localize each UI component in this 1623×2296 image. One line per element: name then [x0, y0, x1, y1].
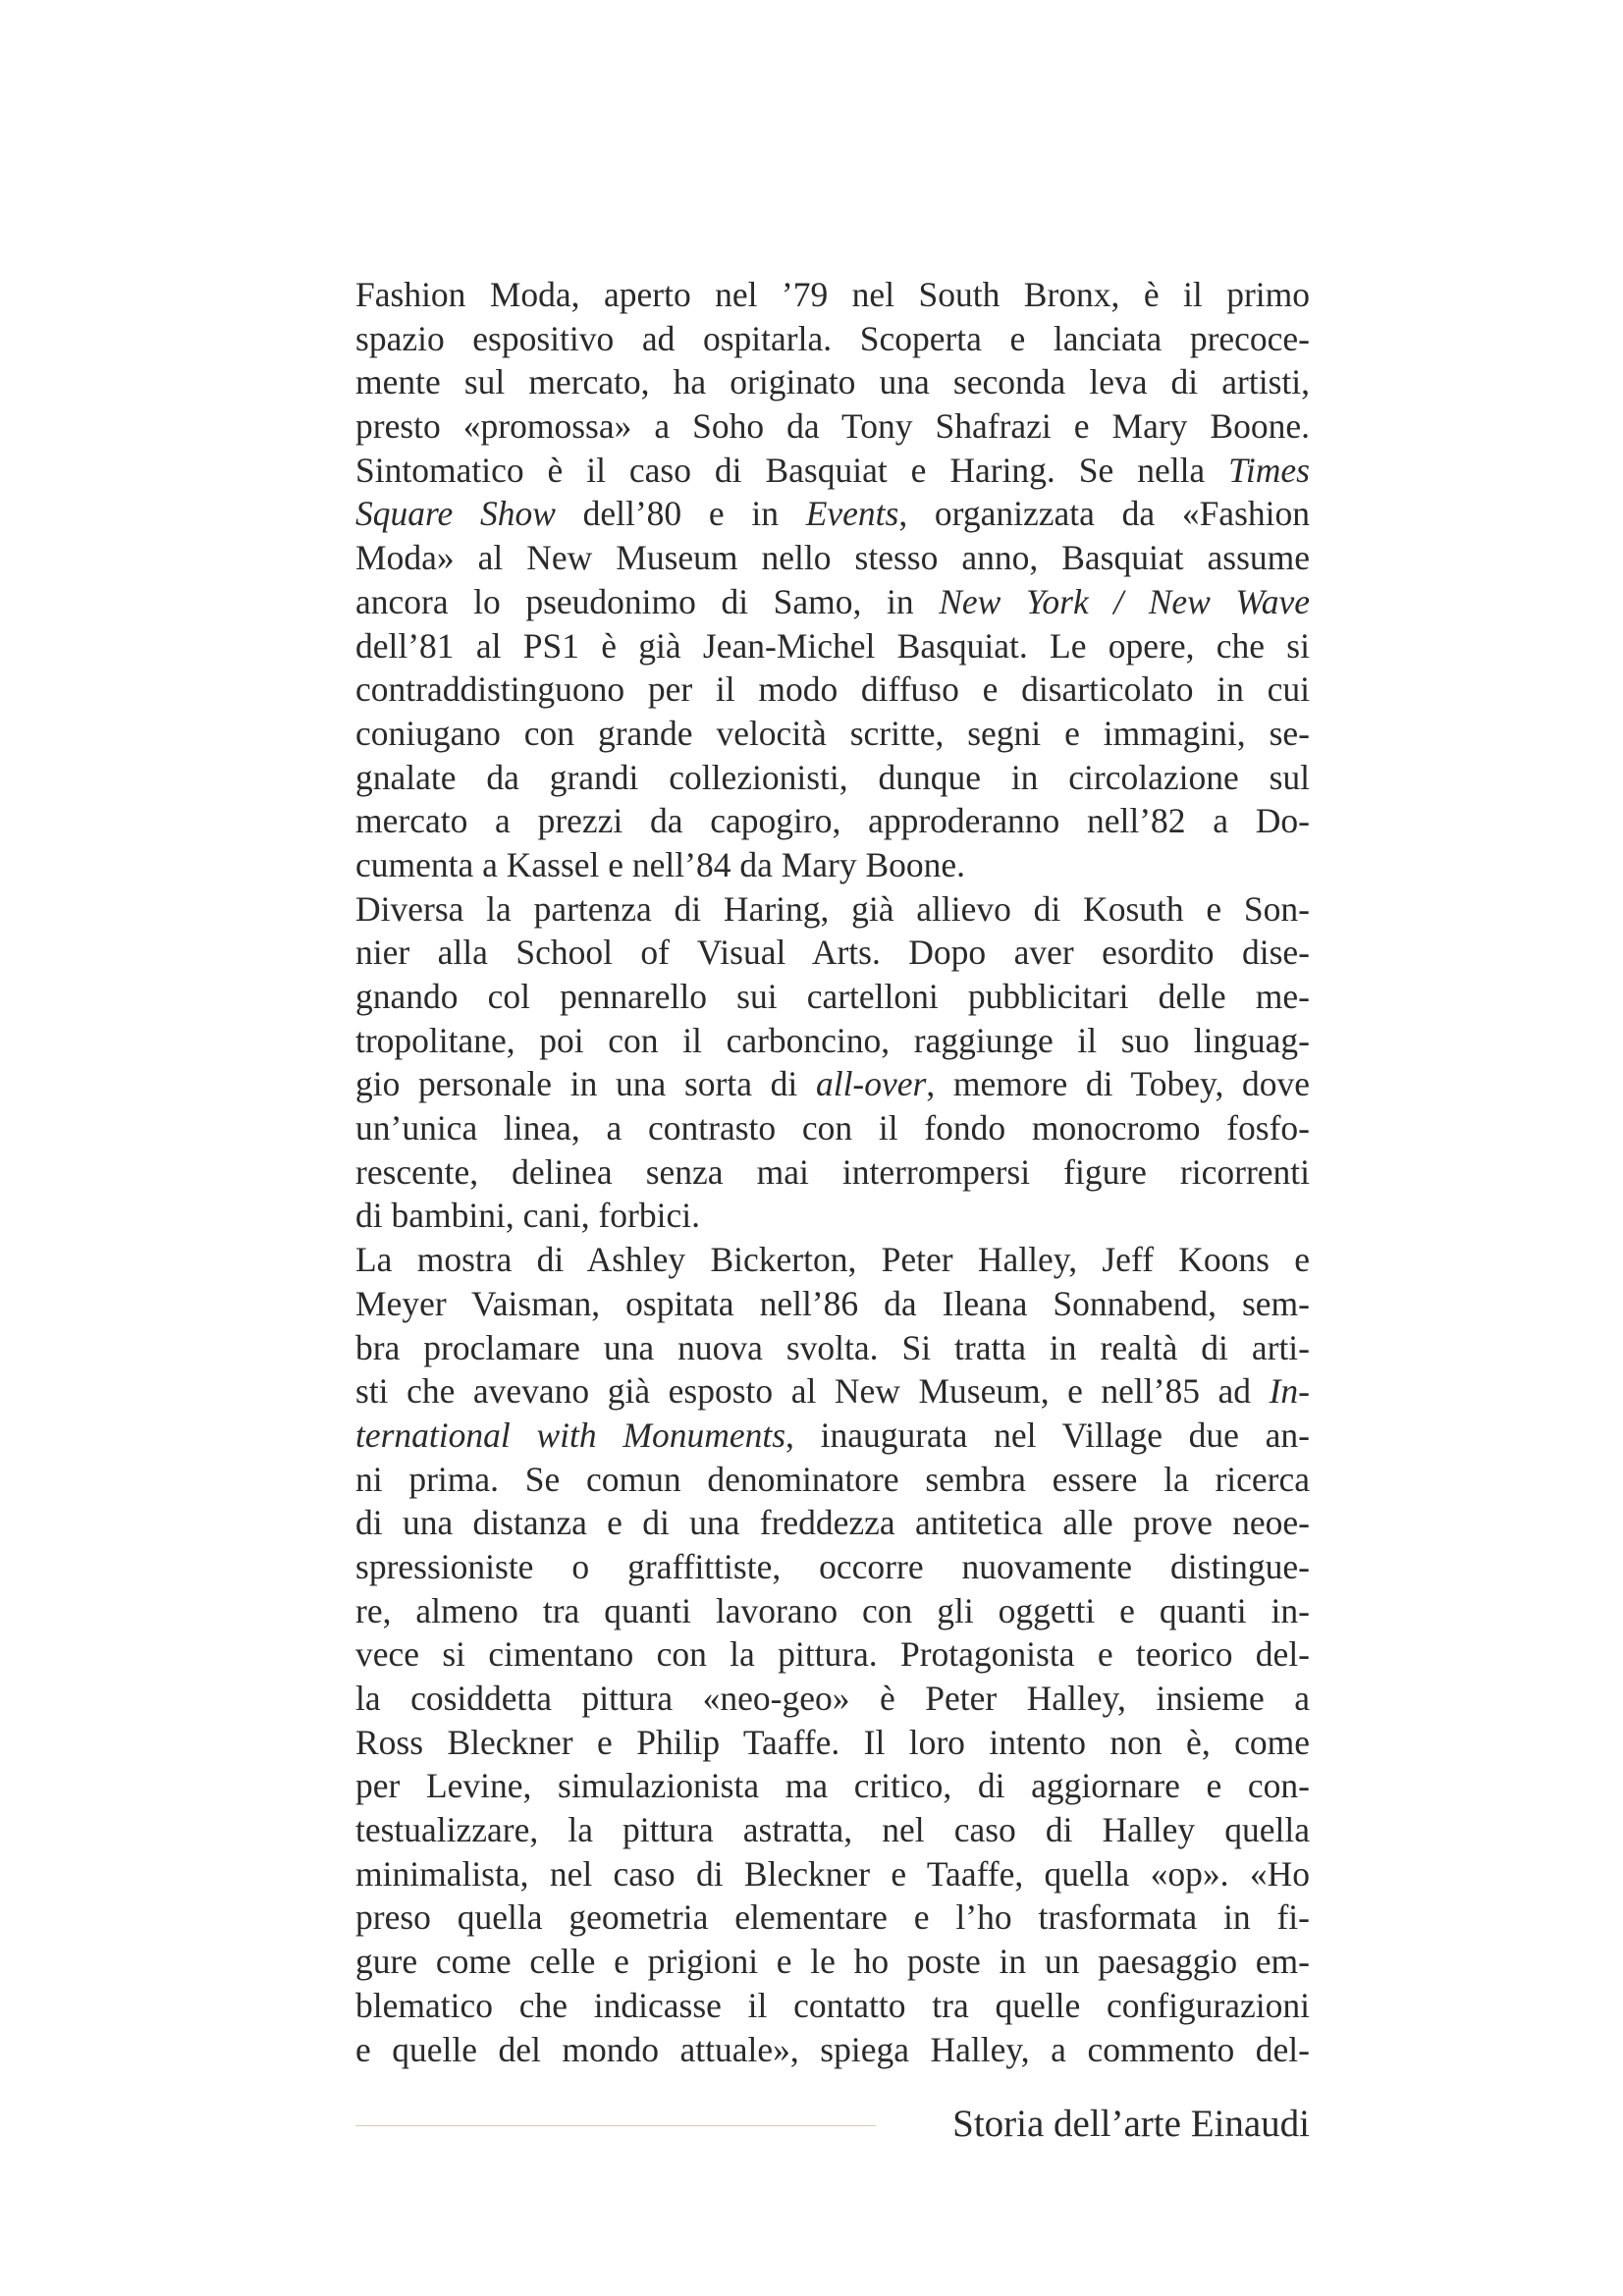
footer-publisher-title: Storia dell’arte Einaudi [952, 2103, 1310, 2145]
text-line: Meyer Vaisman, ospitata nell’86 da Ileana Sonnabend, sem- [355, 1283, 1310, 1323]
text-line: la cosiddetta pittura «neo-geo» è Peter Halley, insieme a [355, 1679, 1310, 1718]
text-line: Square Show dell’80 e in Events, organizzata da «Fashion [355, 494, 1310, 534]
footer-divider [355, 2125, 876, 2126]
italic-term: all-over [815, 1064, 927, 1104]
text-line: spressioniste o graffittiste, occorre nuovamente distingue- [355, 1546, 1310, 1586]
text-line: preso quella geometria elementare e l’ho trasformata in fi- [355, 1897, 1310, 1938]
text-line: contraddistinguono per il modo diffuso e disarticolato in cui [355, 669, 1310, 710]
text-line: Sintomatico è il caso di Basquiat e Haring. Se nella Times [355, 450, 1310, 490]
italic-title: In- [1269, 1371, 1310, 1412]
italic-title: ternational with Monuments [355, 1415, 786, 1455]
text-line: dell’81 al PS1 è già Jean-Michel Basquiat. Le opere, che si [355, 625, 1310, 666]
text-line: di bambini, cani, forbici. [355, 1196, 700, 1236]
text-line: bra proclamare una nuova svolta. Si tratta in realtà di arti- [355, 1327, 1310, 1367]
text-line: vece si cimentano con la pittura. Protagonista e teorico del- [355, 1634, 1310, 1675]
text-line: rescente, delinea senza mai interrompersi figure ricorrenti [355, 1151, 1310, 1192]
text-line: Ross Bleckner e Philip Taaffe. Il loro intento non è, come [355, 1722, 1310, 1762]
italic-title: Times [1228, 450, 1310, 490]
text-line: testualizzare, la pittura astratta, nel caso di Halley quella [355, 1810, 1310, 1850]
body-text [355, 273, 1310, 2071]
text-line: sti che avevano già esposto al New Museum, e nell’85 ad In- [355, 1371, 1310, 1412]
text-line: blematico che indicasse il contatto tra quelle configurazioni [355, 1985, 1310, 2025]
text-line: di una distanza e di una freddezza antitetica alle prove neoe- [355, 1503, 1310, 1543]
text-line: tropolitane, poi con il carboncino, raggiunge il suo linguag- [355, 1020, 1310, 1060]
text-line: gio personale in una sorta di all-over, memore di Tobey, dove [355, 1064, 1311, 1104]
text-line: spazio espositivo ad ospitarla. Scoperta e lanciata precoce- [355, 318, 1310, 358]
text-line: Diversa la partenza di Haring, già allievo di Kosuth e Son- [355, 888, 1310, 929]
text-line: presto «promossa» a Soho da Tony Shafrazi e Mary Boone. [355, 406, 1310, 447]
text-line: e quelle del mondo attuale», spiega Halley, a commento del- [355, 2029, 1310, 2069]
text-line: mercato a prezzi da capogiro, approderanno nell’82 a Do- [355, 801, 1310, 841]
text-line: gnalate da grandi collezionisti, dunque in circolazione sul [355, 757, 1310, 797]
text-line: minimalista, nel caso di Bleckner e Taaffe, quella «op». «Ho [355, 1853, 1310, 1894]
text-line: Fashion Moda, aperto nel ’79 nel South Bronx, è il primo [355, 275, 1310, 314]
text-line: cumenta a Kassel e nell’84 da Mary Boone. [355, 844, 966, 884]
text-line: gure come celle e prigioni e le ho poste in un paesaggio em- [355, 1942, 1310, 1982]
italic-title: Square Show [355, 494, 556, 534]
text-line: mente sul mercato, ha originato una seconda leva di artisti, [355, 362, 1310, 402]
text-line: ni prima. Se comun denominatore sembra essere la ricerca [355, 1459, 1310, 1499]
text-line: coniugano con grande velocità scritte, segni e immagini, se- [355, 713, 1310, 753]
text-line: nier alla School of Visual Arts. Dopo aver esordito dise- [355, 933, 1310, 973]
text-line: per Levine, simulazionista ma critico, di aggiornare e con- [355, 1766, 1310, 1806]
text-line: re, almeno tra quanti lavorano con gli oggetti e quanti in- [355, 1590, 1310, 1630]
text-line: ternational with Monuments, inaugurata nel Village due an- [355, 1415, 1310, 1455]
italic-title: New York / New Wave [939, 581, 1310, 621]
text-line: un’unica linea, a contrasto con il fondo monocromo fosfo- [355, 1108, 1310, 1148]
text-line: gnando col pennarello sui cartelloni pubblicitari delle me- [355, 977, 1310, 1016]
text-line: ancora lo pseudonimo di Samo, in New York / New Wave [355, 581, 1310, 621]
text-line: Moda» al New Museum nello stesso anno, Basquiat assume [355, 538, 1310, 578]
italic-title: Events [805, 494, 899, 534]
text-line: La mostra di Ashley Bickerton, Peter Halley, Jeff Koons e [355, 1240, 1310, 1280]
